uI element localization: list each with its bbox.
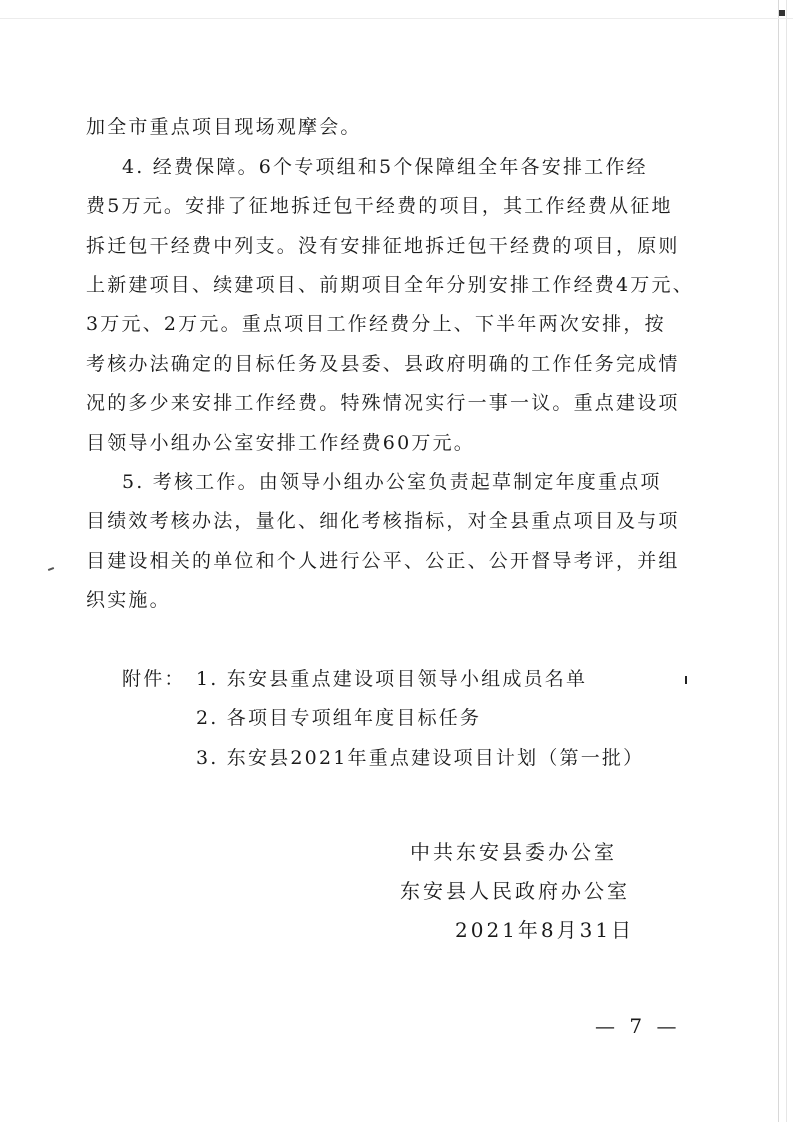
body-line: 目建设相关的单位和个人进行公平、公正、公开督导考评，并组	[86, 550, 680, 572]
attachments-label: 附件：	[122, 668, 186, 690]
attachment-item: 2. 各项目专项组年度目标任务	[196, 707, 482, 729]
scan-speck	[685, 676, 687, 684]
page-number: — 7 —	[595, 1014, 681, 1038]
issuer-org: 东安县人民政府办公室	[400, 879, 630, 903]
issue-date: 2021年8月31日	[455, 918, 635, 942]
attachment-item: 3. 东安县2021年重点建设项目计划（第一批）	[196, 747, 645, 769]
body-line: 加全市重点项目现场观摩会。	[86, 116, 362, 138]
body-line: 目领导小组办公室安排工作经费60万元。	[86, 432, 475, 454]
body-line: 上新建项目、续建项目、前期项目全年分别安排工作经费4万元、	[86, 274, 694, 296]
attachment-item: 1. 东安县重点建设项目领导小组成员名单	[196, 668, 588, 690]
body-line: 5. 考核工作。由领导小组办公室负责起草制定年度重点项	[122, 471, 662, 493]
body-line: 费5万元。安排了征地拆迁包干经费的项目，其工作经费从征地	[86, 195, 673, 217]
scan-edge	[778, 0, 779, 1122]
scan-edge	[0, 18, 793, 19]
issuer-org: 中共东安县委办公室	[410, 840, 617, 864]
body-line: 拆迁包干经费中列支。没有安排征地拆迁包干经费的项目，原则	[86, 235, 680, 257]
scan-speck	[48, 567, 54, 571]
body-line: 织实施。	[86, 589, 171, 611]
body-line: 目绩效考核办法，量化、细化考核指标，对全县重点项目及与项	[86, 510, 680, 532]
scan-mark	[779, 10, 785, 16]
body-line: 况的多少来安排工作经费。特殊情况实行一事一议。重点建设项	[86, 392, 680, 414]
body-line: 3万元、2万元。重点项目工作经费分上、下半年两次安排，按	[86, 313, 666, 335]
scan-edge	[786, 0, 787, 1122]
body-line: 4. 经费保障。6个专项组和5个保障组全年各安排工作经	[122, 156, 648, 178]
body-line: 考核办法确定的目标任务及县委、县政府明确的工作任务完成情	[86, 353, 680, 375]
